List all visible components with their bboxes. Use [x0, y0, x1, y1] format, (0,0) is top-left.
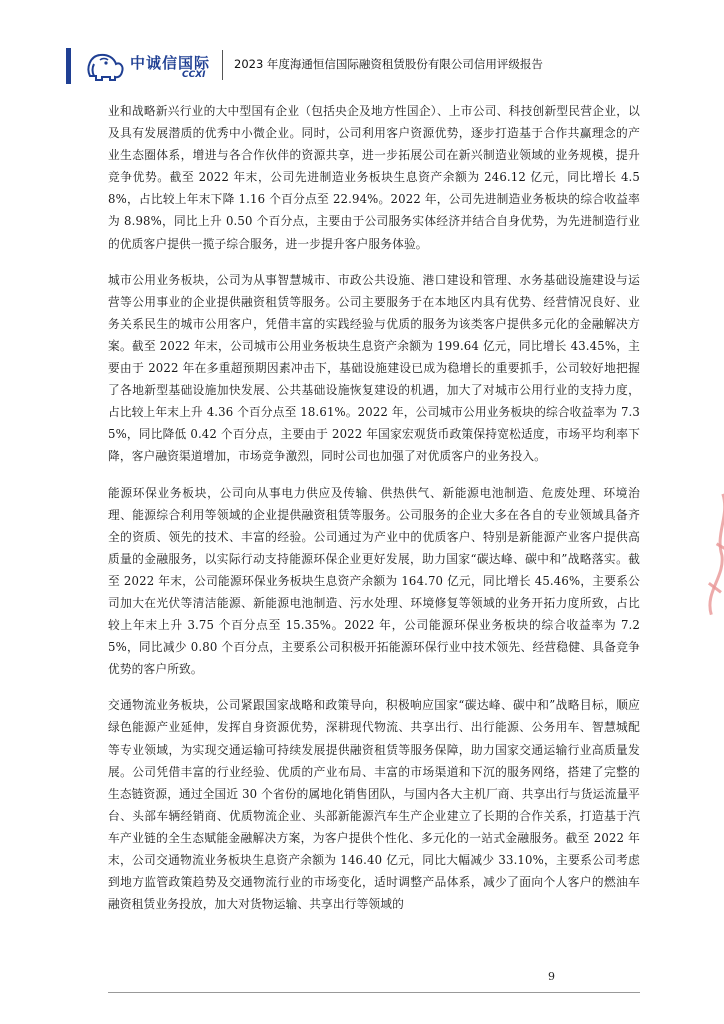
company-seal-stamp	[684, 482, 724, 628]
report-title: 2023 年度海通恒信国际融资租赁股份有限公司信用评级报告	[234, 57, 543, 71]
header-divider	[222, 50, 223, 80]
ccxi-logo	[84, 46, 214, 86]
page-number: 9	[548, 970, 555, 983]
logo-chinese-text: 中诚信国际	[130, 54, 211, 72]
footer-rule	[108, 992, 640, 993]
paragraph-advanced-manufacturing: 业和战略新兴行业的大中型国有企业（包括央企及地方性国企）、上市公司、科技创新型民营企业，以及具有发展潜质的优秀中小微企业。同时，公司利用客户资源优势，逐步打造基于合作共赢理念的产业生态圈体系，增进与各合作伙伴的资源共享，进一步拓展公司在新兴制造业领域的业务规模，提升竞争优势。截至 2022 年末，公司先进制造业务板块生息资产余额为 246.12 亿元，同比增长 4.58%，占比较上年末下降 1.16 个百分点至 22.94%。2022 年，公司先进制造业务板块的综合收益率为 8.98%，同比上升 0.50 个百分点，主要由于公司服务实体经济并结合自身优势，为先进制造行业的优质客户提供一揽子综合服务，进一步提升客户服务体验。	[108, 104, 640, 251]
paragraph-city-utilities: 城市公用业务板块，公司为从事智慧城市、市政公共设施、港口建设和管理、水务基础设施建设与运营等公用事业的企业提供融资租赁等服务。公司主要服务于在本地区内具有优势、经营情况良好、业务关系民生的城市公用客户，凭借丰富的实践经验与优质的服务为该类客户提供多元化的金融解决方案。截至 2022 年末，公司城市公用业务板块生息资产余额为 199.64 亿元，同比增长 43.45%，主要由于 2022 年在多重超预期因素冲击下，基础设施建设已成为稳增长的重要抓手，公司较好地把握了各地新型基础设施加快发展、公共基础设施恢复建设的机遇，加大了对城市公用行业的支持力度，占比较上年末上升 4.36 个百分点至 18.61%。2022 年，公司城市公用业务板块的综合收益率为 7.35%，同比降低 0.42 个百分点，主要由于 2022 年国家宏观货币政策保持宽松适度，市场平均利率下降，客户融资渠道增加，市场竞争激烈，同时公司也加强了对优质客户的业务投入。	[108, 272, 640, 464]
document-body	[108, 100, 640, 929]
seal-mark-icon	[684, 482, 724, 628]
logo-english-text: CCXI	[182, 70, 206, 80]
page-header	[0, 44, 724, 90]
paragraph-transport-logistics: 交通物流业务板块，公司紧跟国家战略和政策导向，积极响应国家“碳达峰、碳中和”战略目标，顺应绿色能源产业延伸，发挥自身资源优势，深耕现代物流、共享出行、出行能源、公务用车、智慧城配等专业领域，为实现交通运输可持续发展提供融资租赁等服务保障，助力国家交通运输行业高质量发展。公司凭借丰富的行业经验、优质的产业布局、丰富的市场渠道和下沉的服务网络，搭建了完整的生态链资源，通过全国近 30 个省份的属地化销售团队，与国内各大主机厂商、共享出行与货运流量平台、头部车辆经销商、优质物流企业、头部新能源汽车生产企业建立了长期的合作关系，打造基于汽车产业链的全生态赋能金融解决方案，为客户提供个性化、多元化的一站式金融服务。截至 2022 年末，公司交通物流业务板块生息资产余额为 146.40 亿元，同比大幅减少 33.10%，主要系公司考虑到地方监管政策趋势及交通物流行业的市场变化，适时调整产品体系，减少了面向个人客户的燃油车融资租赁业务投放，加大对货物运输、共享出行等领域的	[108, 698, 640, 912]
elephant-logo-icon	[84, 50, 128, 82]
paragraph-energy-environment: 能源环保业务板块，公司向从事电力供应及传输、供热供气、新能源电池制造、危废处理、环境治理、能源综合利用等领域的企业提供融资租赁等服务。公司服务的企业大多在各自的专业领域具备齐全的资质、领先的技术、丰富的经验。公司通过为产业中的优质客户、特别是新能源产业客户提供高质量的金融服务，以实际行动支持能源环保企业更好发展，助力国家“碳达峰、碳中和”战略落实。截至 2022 年末，公司能源环保业务板块生息资产余额为 164.70 亿元，同比增长 45.46%，主要系公司加大在光伏等清洁能源、新能源电池制造、污水处理、环境修复等领域的业务开拓力度所致，占比较上年末上升 3.75 个百分点至 15.35%。2022 年，公司能源环保业务板块的综合收益率为 7.25%，同比减少 0.80 个百分点，主要系公司积极开拓能源环保行业中技术领先、经营稳健、具备竞争优势的客户所致。	[108, 485, 640, 677]
header-accent-bar	[66, 48, 71, 84]
